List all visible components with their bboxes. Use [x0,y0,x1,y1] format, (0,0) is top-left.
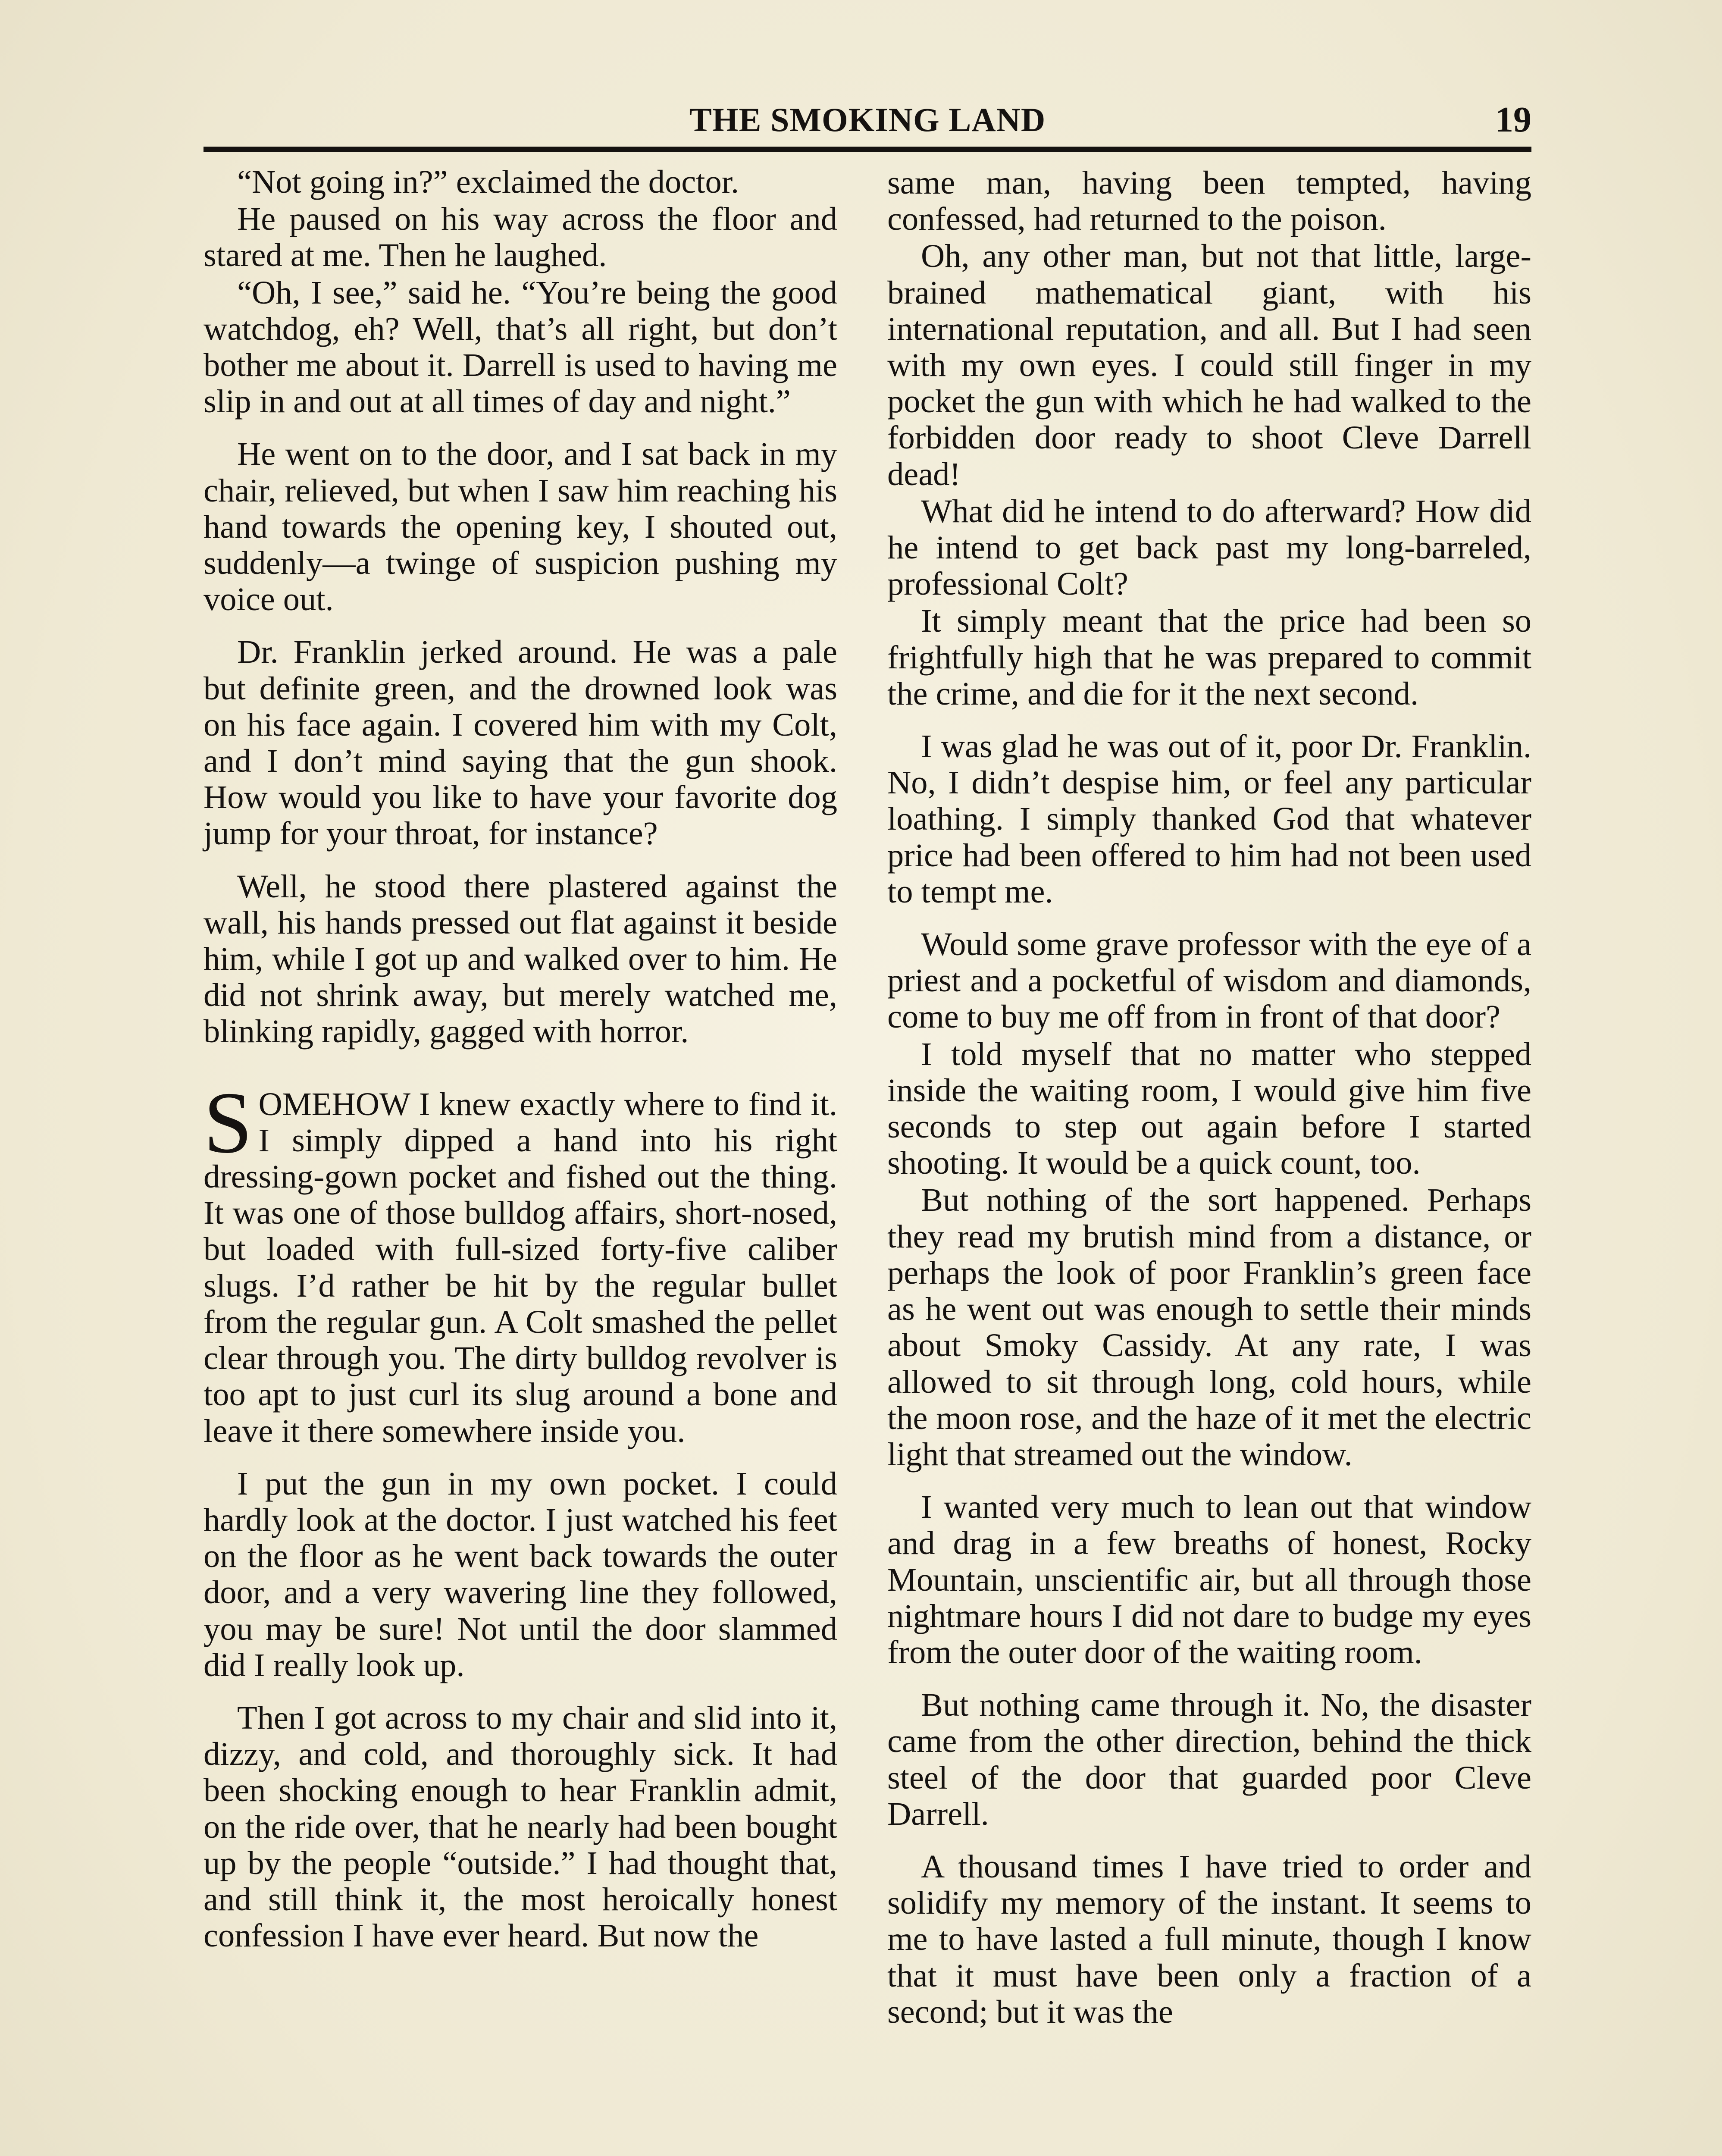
paragraph: Well, he stood there plastered against the wall, his hands pressed out flat against it beside him, while I got up and walked over to him. He did not shrink away, but merely watched me, blinking rapidly, gagged with horror. [204,868,837,1050]
paragraph: What did he intend to do afterward? How did he intend to get back past my long-barreled, professional Colt? [887,492,1531,602]
paragraph: I put the gun in my own pocket. I could hardly look at the doctor. I just watched his feet on the floor as he went back towards the outer door, and a very wavering line they followed, you may be sure! Not until the door slammed did I really look up. [204,1465,837,1683]
paragraph: But nothing came through it. No, the disaster came from the other direction, behind the thick steel of the door that guarded poor Cleve Darrell. [887,1686,1531,1832]
left-column [204,164,837,1954]
paragraph: He paused on his way across the floor and stared at me. Then he laughed. [204,201,837,274]
paragraph: I told myself that no matter who stepped inside the waiting room, I would give him five seconds to step out again before I started shooting. It would be a quick count, too. [887,1035,1531,1181]
paragraph: I wanted very much to lean out that window and drag in a few breaths of honest, Rocky Mountain, unscientific air, but all through those nightmare hours I did not dare to budge my eyes from the outer door of the waiting room. [887,1489,1531,1670]
paragraph: “Oh, I see,” said he. “You’re being the good watchdog, eh? Well, that’s all right, but don’t bother me about it. Darrell is used to having me slip in and out at all times of day and night.” [204,274,837,420]
right-column [887,165,1531,2030]
paragraph: Oh, any other man, but not that little, large-brained mathematical giant, with his international reputation, and all. But I had seen with my own eyes. I could still finger in my pocket the gun with which he had walked to the forbidden door ready to shoot Cleve Darrell dead! [887,238,1531,492]
running-title: THE SMOKING LAND [689,101,1046,138]
header-rule [204,147,1531,152]
running-header [204,98,1531,141]
paragraph: A thousand times I have tried to order and solidify my memory of the instant. It seems to me to have lasted a full minute, though I know that it must have been only a fraction of a second; but it was the [887,1848,1531,2030]
page-number: 19 [1495,100,1531,140]
paragraph: Would some grave professor with the eye of a priest and a pocketful of wisdom and diamonds, come to buy me off from in front of that door? [887,926,1531,1035]
paragraph: He went on to the door, and I sat back in my chair, relieved, but when I saw him reaching his hand towards the opening key, I shouted out, suddenly—a twinge of suspicion pushing my voice out. [204,436,837,618]
section-paragraph: SOMEHOW I knew exactly where to find it. I simply dipped a hand into his right dressing-gown pocket and fished out the thing. It was one of those bulldog affairs, short-nosed, but loaded with full-sized forty-five caliber slugs. I’d rather be hit by the regular bullet from the regular gun. A Colt smashed the pellet clear through you. The dirty bulldog revolver is too apt to just curl its slug around a bone and leave it there somewhere inside you. [204,1074,837,1449]
paragraph: But nothing of the sort happened. Perhaps they read my brutish mind from a distance, or perhaps the look of poor Franklin’s green face as he went out was enough to settle their minds about Smoky Cassidy. At any rate, I was allowed to sit through long, cold hours, while the moon rose, and the haze of it met the electric light that streamed out the window. [887,1181,1531,1473]
paragraph: I was glad he was out of it, poor Dr. Franklin. No, I didn’t despise him, or feel any particular loathing. I simply thanked God that whatever price had been offered to him had not been used to tempt me. [887,728,1531,910]
paragraph: Dr. Franklin jerked around. He was a pale but definite green, and the drowned look was on his face again. I covered him with my Colt, and I don’t mind saying that the gun shook. How would you like to have your favorite dog jump for your throat, for instance? [204,633,837,852]
paragraph-continued: same man, having been tempted, having confessed, had returned to the poison. [887,164,1531,238]
paragraph: “Not going in?” exclaimed the doctor. [237,163,739,200]
paragraph: It simply meant that the price had been so frightfully high that he was prepared to commit the crime, and die for it the next second. [887,602,1531,712]
paragraph: Then I got across to my chair and slid into it, dizzy, and cold, and thoroughly sick. It had been shocking enough to hear Franklin admit, on the ride over, that he nearly had been bought up by the people “outside.” I had thought that, and still think it, the most heroically honest confession I have ever heard. But now the [204,1699,837,1954]
